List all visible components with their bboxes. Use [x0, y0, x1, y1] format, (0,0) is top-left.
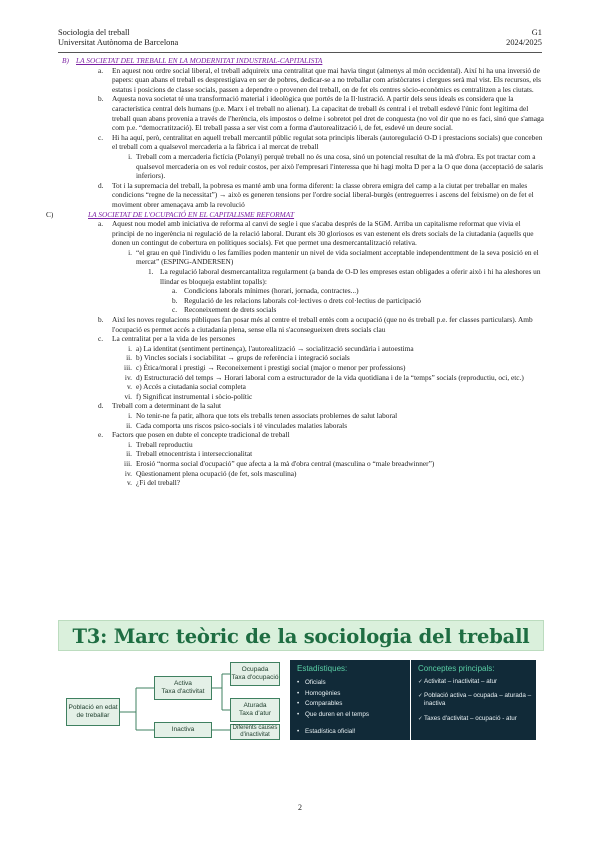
list-item: iii. Erosió “norma social d'ocupació” que afecta a la mà d'obra central (masculina o “male breadwinner”) — [124, 458, 435, 468]
list-item: ii. Treball etnocentrista i interseccionalitat — [126, 449, 253, 459]
inactive-causes-box: Diferents causes d'inactivitat — [230, 724, 280, 740]
list-item: vi. f) Significat instrumental i sòcio-polític — [124, 391, 253, 401]
official-stats-note: • Estadística oficial! — [297, 727, 369, 738]
list-item: d. Treball com a determinant de la salut — [98, 401, 222, 411]
unemployed-box: Aturada Taxa d'atur — [230, 698, 280, 722]
list-item: b. Regulació de les relacions laborals col·lectives o drets col·lectius de participació — [172, 295, 421, 305]
list-item: v. ¿Fi del treball? — [126, 478, 181, 488]
list-item: b. Així les noves regulacions públiques fan posar més al centre el treball entès com a ocupació (que no és treball p.e. fer classes particulars). Amb l'ocupació es permet accés a ciutadania plena, sense ella ni s'aconsegueixen drets socials clau — [98, 315, 533, 334]
list-item: a. En aquest nou ordre social liberal, el treball adquireix una centralitat que mai havia tingut (almenys al món occidental). Així hi ha una inversió de papers: quan abans el treball es desprestigiava en ser de pobres, dedicar-se a no treballar com aristòcrates i clergues serà mal vist. Els recursos, els estatus i posicions de classe socials, passen a dependre o provenen del treball, on de fet els centres sòcio-econòmics es centralitzen a les ciutats. — [98, 65, 541, 94]
concepts-panel — [411, 660, 536, 740]
t3-title-band — [58, 620, 544, 651]
list-item: i. a) La identitat (sentiment pertinença), l'autorealització → socialització secundària i autoestima — [128, 343, 414, 353]
list-item: a. Condicions laborals mínimes (horari, jornada, contractes...) — [172, 286, 359, 296]
list-item: iii. c) Ètica/moral i prestigi → Reconeixement i prestigi social (major o menor per professions) — [124, 363, 406, 372]
list-item: c. La centralitat per a la vida de les persones — [98, 334, 236, 344]
list-item: v. e) Accés a ciutadania social completa — [126, 382, 246, 392]
list-item: i. Treball reproductiu — [128, 439, 193, 449]
section-c-heading — [46, 209, 544, 220]
section-c-title: LA SOCIETAT DE L'OCUPACIÓ EN EL CAPITALISME REFORMAT — [88, 209, 295, 219]
group-label: G1 — [531, 28, 542, 37]
list-item: ✓ Activitat – inactivitat – atur — [418, 678, 534, 686]
list-item: • Homogènies — [297, 689, 369, 700]
section-b-marker: B) — [62, 56, 69, 65]
academic-year: 2024/2025 — [506, 38, 542, 47]
list-item: i. Treball com a mercaderia fictícia (Polanyi) perquè treball no és una cosa, sinó un potencial resultat de la mà d'obra. Es pot tractar com a qualsevol mercaderia on es vol reduir costos, per això l'empresari l'interessa que hi hagi molta D per a la O que dona (acceptació de salaris inferiors). — [128, 151, 544, 181]
list-item: • Comparables — [297, 699, 369, 710]
list-item: i. “el grau en què l'individu o les famílies poden mantenir un nivel de vida socialment acceptable independenttment de la seva posició en el mercat” (ESPING-ANDERSEN) — [128, 247, 539, 267]
list-item: i. No tenir-ne fa patir, alhora que tots els treballs tenen associats problemes de salut laboral — [128, 410, 398, 420]
header-divider — [58, 52, 542, 53]
list-item: a. Aquest nou model amb iniciativa de reforma al canvi de segle i que s'acaba després de la SGM. Arriba un capitalisme reformat que vivia el principi de no ingerència ni regulació de la relació laboral. Durant els 30 gloriosos es van estenent els drets socials de la ciutadania (aquells que donen un contingut de cobertura en polítiques socials). Fet que permet una desmercantalització relativa. — [98, 219, 534, 248]
list-item: iv. d) Estructuració del temps → Horari laboral com a estructurador de la vida quotidiana i de la “temps” socials (reproductiu, oci, etc.) — [124, 372, 524, 382]
list-item: ii. b) Vincles socials i sociabilitat → grups de referència i integració socials — [126, 353, 350, 363]
university-name: Universitat Autònoma de Barcelona — [58, 38, 179, 47]
t3-title: T3: Marc teòric de la sociologia del treball — [72, 625, 530, 648]
population-box: Població en edat de treballar — [66, 698, 120, 726]
list-item: ✓ Taxes d'activitat – ocupació - atur — [418, 715, 534, 723]
list-item: c. Hi ha aquí, però, centralitat en aquell treball mercantil públic regulat sota principis liberals (autoregulació O-D i prestacions socials) que conceben el treball com a qualsevol mercaderia a la fàbrica i al mercat de treball — [98, 132, 543, 152]
population-diagram — [66, 660, 280, 740]
list-item: • Oficials — [297, 678, 369, 689]
list-item: b. Aquesta nova societat té una transformació material i ideològica que portés de la Il·lustració. A partir dels seus ideals es considera que la característica central dels humans (p.e. Marx i el treball no alienat). La capacitat de treball és central i el treball esdevé l'únic font legítima del treball quan abans provenia a través de l'herència, els impostos o delme i sobretot pel dret de conquesta (no vol dir que no es faci, sinó que s'amaga com p.e. “democratització). El treball passa a ser vist com a forma d'autorealització i, de fet, esdevé un deure social. — [98, 94, 544, 133]
course-name: Sociologia del treball — [58, 28, 130, 37]
list-item: ii. Cada comporta uns riscos psico-socials i té vinculades malaties laborals — [126, 420, 348, 430]
list-item: 1. La regulació laboral desmercantalitza regularment (a banda de O-D les empreses estan obligades a oferir això i hi ha aleshores un llindar es bloqueja establint topalls): — [148, 267, 541, 286]
employed-box: Ocupada Taxa d'ocupació — [230, 662, 280, 686]
statistics-title: Estadístiques: — [297, 664, 348, 673]
list-item: iv. Qüestionament plena ocupació (de fet, sols masculina) — [124, 468, 297, 478]
section-b-title: LA SOCIETAT DEL TREBALL EN LA MODERNITAT INDUSTRIAL-CAPITALISTA — [76, 56, 323, 65]
concepts-title: Conceptes principals: — [418, 664, 495, 673]
statistics-list — [297, 678, 369, 738]
active-box: Activa Taxa d'activitat — [154, 676, 212, 700]
list-item: e. Factors que posen en dubte el concepte tradicional de treball — [98, 430, 290, 440]
list-item: • Que duren en el temps — [297, 710, 369, 721]
notes-body — [46, 56, 544, 488]
list-item: d. Tot i la supremacia del treball, la pobresa es manté amb una forma diferent: la classe obrera emigra del camp a la ciutat per treballar en males condicions “regne de la necessitat”) → això es generen tensions per l'ordre social liberal-burgès (entreguerres i ascens del feixisme) on de fet el moviment obrer amenaçava amb la revolució — [98, 180, 534, 209]
section-c-list — [58, 219, 544, 488]
section-c-marker: C) — [46, 209, 54, 219]
inactive-box: Inactiva — [154, 722, 212, 738]
page-number: 2 — [298, 803, 302, 812]
list-item: c. Reconeixement de drets socials — [172, 305, 277, 315]
list-item: ✓ Població activa – ocupada – aturada – inactiva — [418, 692, 534, 708]
section-b-heading — [58, 56, 544, 66]
statistics-panel — [290, 660, 410, 740]
concepts-list — [418, 678, 534, 723]
